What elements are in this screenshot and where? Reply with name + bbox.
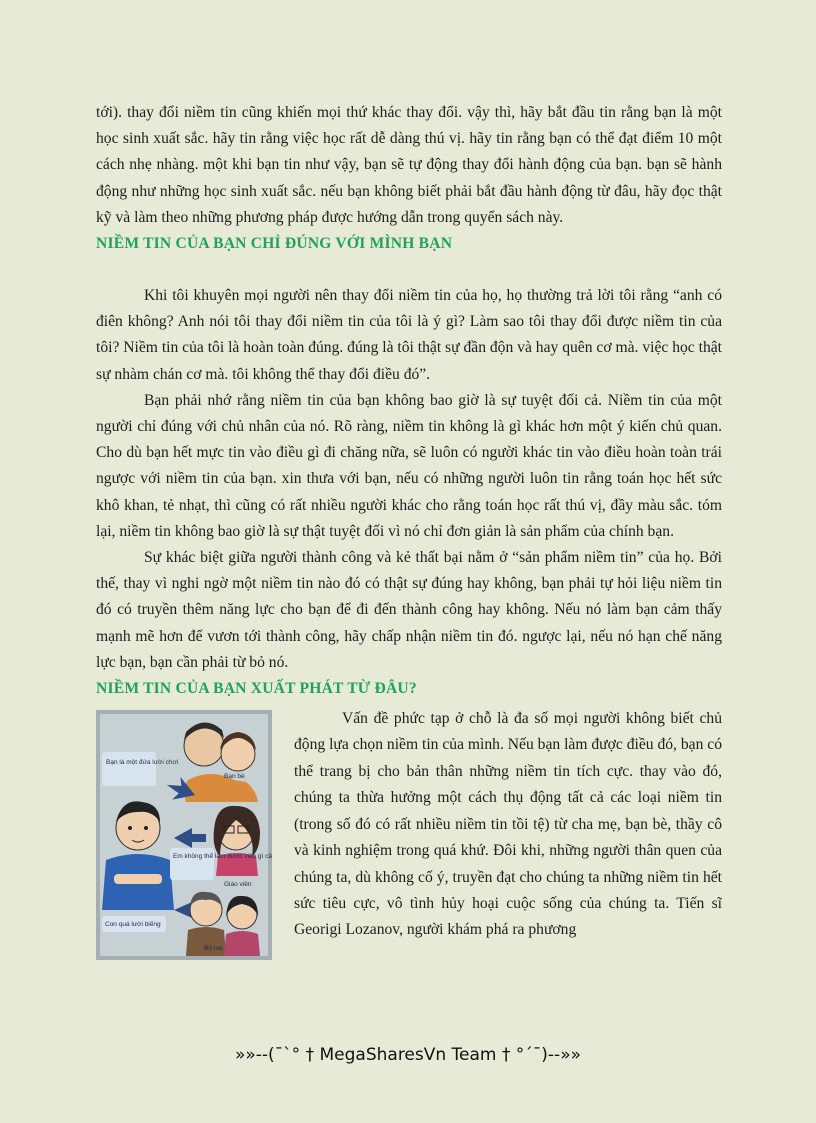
paragraph-1: tới). thay đổi niềm tin cũng khiến mọi thứ khác thay đổi. vậy thì, hãy bắt đầu tin rằng bạn là một học sinh xuất sắc. hãy tin rằng việc học rất dễ dàng thú vị. hãy tin rằng bạn có thể đạt điểm 10 một cách nhẹ nhàng. một khi bạn tin như vậy, bạn sẽ tự động thay đổi hành động của bạn. bạn sẽ hành động như những học sinh xuất sắc. nếu bạn không biết phải bắt đầu hành động từ đâu, hãy đọc thật kỹ và làm theo những phương pháp được hướng dẫn trong quyển sách này. [96, 104, 722, 226]
illustration-beliefs-origin [96, 710, 272, 960]
page-footer: »»--(¯`° † MegaSharesVn Team † °´¯)--»» [234, 1045, 581, 1065]
document-body [96, 100, 722, 960]
figure-label-parents: Bố mẹ [204, 945, 223, 953]
figure-label-friends: Bạn bè [224, 773, 245, 781]
paragraph-2: Khi tôi khuyên mọi người nên thay đổi niềm tin của họ, họ thường trả lời tôi rằng “anh có điên không? Anh nói tôi thay đổi niềm tin của tôi là ý gì? Làm sao tôi thay đổi được niềm tin của tôi? Niềm tin của tôi là hoàn toàn đúng. đúng là tôi thật sự đần độn và hay quên cơ mà. việc học thật sự nhàm chán cơ mà. tôi không thể thay đổi điều đó”. [96, 287, 722, 383]
section-heading-2: NIỀM TIN CỦA BẠN XUẤT PHÁT TỪ ĐÂU? [96, 680, 417, 698]
section-heading-1: NIỀM TIN CỦA BẠN CHỈ ĐÚNG VỚI MÌNH BẠN [96, 235, 453, 253]
paragraph-4: Sự khác biệt giữa người thành công và kẻ thất bại nằm ở “sản phẩm niềm tin” của họ. Bởi thế, thay vì nghi ngờ một niềm tin nào đó có thật sự đúng hay không, bạn phải tự hỏi liệu niềm tin đó có truyền thêm năng lực cho bạn để đi đến thành công hay không. Nếu nó làm bạn cảm thấy mạnh mẽ hơn để vươn tới thành công, hãy chấp nhận niềm tin đó. ngược lại, nếu nó hạn chế năng lực bạn, bạn cần phải từ bỏ nó. [96, 549, 722, 671]
paragraph-5: Vấn đề phức tạp ở chỗ là đa số mọi người không biết chủ động lựa chọn niềm tin của mình. Nếu bạn làm được điều đó, bạn có thể trang bị cho bản thân những niềm tin tích cực. thay vào đó, chúng ta thừa hưởng một cách thụ động tất cả các loại niềm tin (trong số đó có rất nhiều niềm tin tồi tệ) từ cha mẹ, bạn bè, thầy cô và kinh nghiệm trong quá khứ. Đôi khi, những người thân quen của chúng ta, dù không cố ý, truyền đạt cho chúng ta những niềm tin hết sức tiêu cực, vô tình hủy hoại cuộc sống của chúng ta. Tiến sĩ Georigi Lozanov, người khám phá ra phương [294, 710, 722, 939]
figure-label-teacher: Giáo viên [224, 881, 252, 889]
figure-label-teacher-says: Em không thể làm được việc gì cả [173, 853, 272, 861]
paragraph-3: Bạn phải nhớ rằng niềm tin của bạn không bao giờ là sự tuyệt đối cả. Niềm tin của một người chỉ đúng với chủ nhân của nó. Rõ ràng, niềm tin không là gì khác hơn một ý kiến chủ quan. Cho dù bạn hết mực tin vào điều gì đi chăng nữa, sẽ luôn có người khác tin vào điều hoàn toàn trái ngược với niềm tin của bạn. xin thưa với bạn, nếu có những người luôn tin rằng toán học hết sức khô khan, tẻ nhạt, thì cũng có rất nhiều người khác cho rằng toán học rất thú vị, đầy màu sắc. tóm lại, niềm tin không bao giờ là sự thật tuyệt đối vì nó chỉ đơn giản là sản phẩm của chính bạn. [96, 391, 722, 540]
figure-label-friend: Bạn là một đứa lười chơi [106, 759, 179, 767]
figure-label-parent-says: Con quá lười biếng [105, 921, 161, 929]
